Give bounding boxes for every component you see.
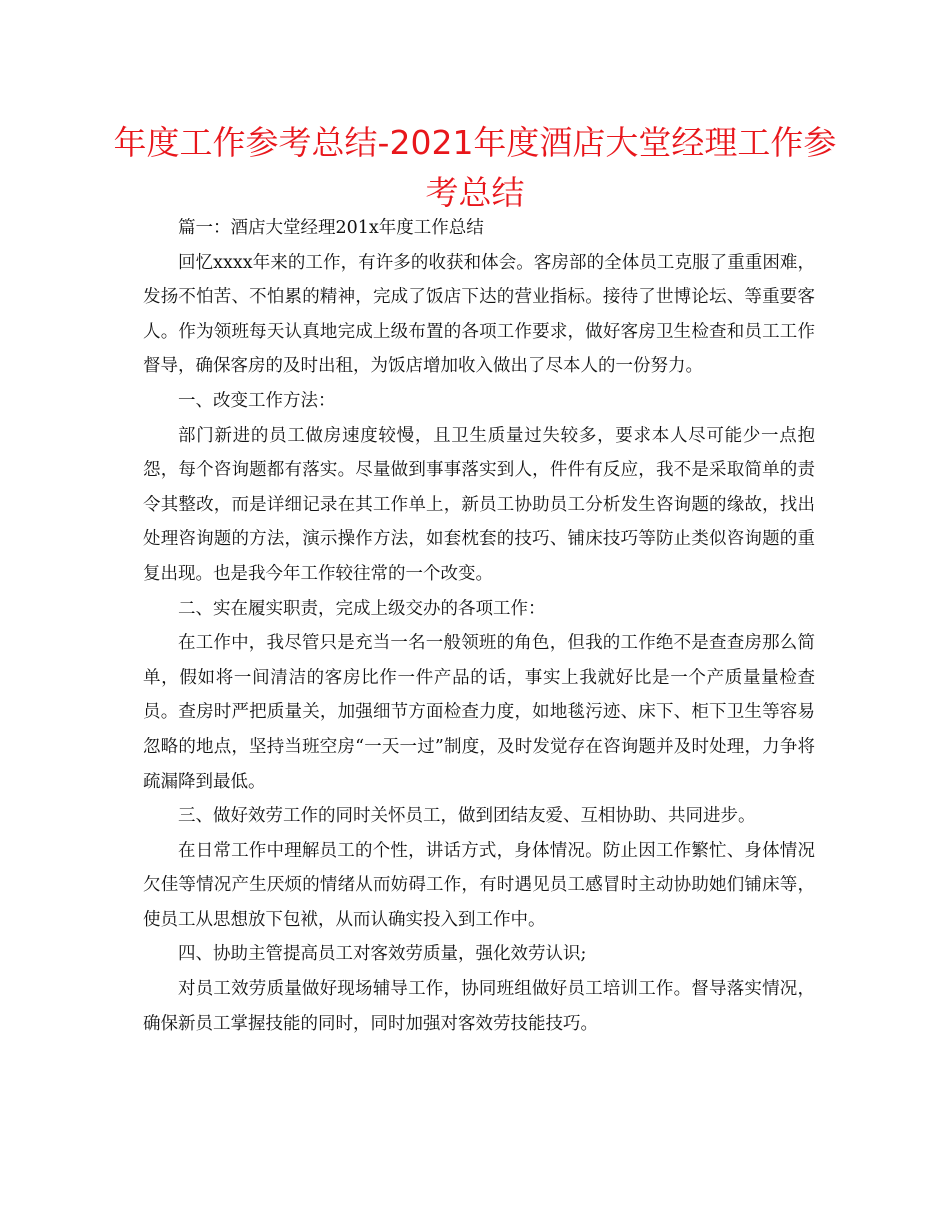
paragraph-6: 对员工效劳质量做好现场辅导工作，协同班组做好员工培训工作。督导落实情况，确保新员工掌握技能的同时，同时加强对客效劳技能技巧。: [143, 979, 815, 1034]
paragraph-5: 在日常工作中理解员工的个性，讲话方式，身体情况。防止因工作繁忙、身体情况欠佳等情况产生厌烦的情绪从而妨碍工作，有时遇见员工感冒时主动协助她们铺床等，使员工从思想放下包袱，从而认确实投入到工作中。: [143, 840, 815, 930]
document-title: 年度工作参考总结-2021年度酒店大堂经理工作参考总结: [113, 123, 837, 212]
section-heading-2: 二、实在履实职责，完成上级交办的各项工作：: [178, 598, 546, 619]
paragraph-3: 部门新进的员工做房速度较慢，且卫生质量过失较多，要求本人尽可能少一点抱怨，每个咨询题都有落实。尽量做到事事落实到人，件件有反应，我不是采取简单的责令其整改，而是详细记录在其工作单上，新员工协助员工分析发生咨询题的缘故，找出处理咨询题的方法，演示操作方法，如套枕套的技巧、铺床技巧等防止类似咨询题的重复出现。也是我今年工作较往常的一个改变。: [143, 425, 815, 584]
document-body: [143, 211, 815, 1041]
paragraph-2: 回忆xxxx年来的工作，有许多的收获和体会。客房部的全体员工克服了重重困难，发扬不怕苦、不怕累的精神，完成了饭店下达的营业指标。接待了世博论坛、等重要客人。作为领班每天认真地完成上级布置的各项工作要求，做好客房卫生检查和员工工作督导，确保客房的及时出租，为饭店增加收入做出了尽本人的一份努力。: [143, 252, 815, 377]
paragraph-1: 篇一：酒店大堂经理201x年度工作总结: [178, 218, 484, 238]
section-heading-4: 四、协助主管提高员工对客效劳质量，强化效劳认识;: [178, 944, 587, 965]
section-heading-1: 一、改变工作方法：: [178, 390, 336, 411]
section-heading-3: 三、做好效劳工作的同时关怀员工，做到团结友爱、互相协助、共同进步。: [178, 806, 756, 827]
paragraph-4: 在工作中，我尽管只是充当一名一般领班的角色，但我的工作绝不是查查房那么简单，假如将一间清洁的客房比作一件产品的话，事实上我就好比是一个产质量量检查员。查房时严把质量关，加强细节方面检查力度，如地毯污迹、床下、柜下卫生等容易忽略的地点，坚持当班空房“一天一过”制度，及时发觉存在咨询题并及时处理，力争将疏漏降到最低。: [143, 633, 815, 792]
